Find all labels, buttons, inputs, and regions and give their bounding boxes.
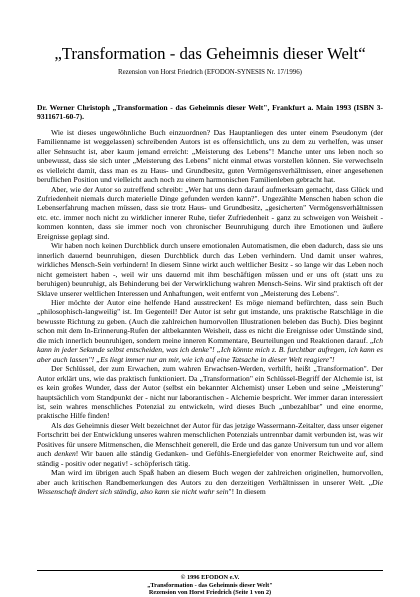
footer-divider	[37, 570, 383, 571]
paragraph-7: Man wird im übrigen auch Spaß haben an diesem Buch wegen der zahlreichen originellen, humorvollen, aber auch kritischen Randbemerkungen des Autors zu den derzeitigen Verhältnissen in unserer Welt. „Die Wissenschaft ändert sich ständig, also kann sie nicht wahr sein"! In diesem	[37, 468, 383, 497]
book-reference: Dr. Werner Christoph „Transformation - das Geheimnis dieser Welt", Frankfurt a. Main 1993 (ISBN 3-9311671-60-7).	[37, 103, 383, 122]
body-text	[37, 128, 383, 497]
paragraph-2: Aber, wie der Autor so zutreffend schreibt: „Wer hat uns denn darauf aufmerksam gemacht, dass Glück und Zufriedenheit niemals durch materielle Dinge gefunden werden kann?". Ungezählte Menschen haben schon die Lebenserfahrung machen müssen, dass sie trotz Haus- und Grundbesitz, „gesicherten" Vermögensverhältnissen etc. etc. immer noch nicht zu wirklicher innerer Ruhe, tiefer Zufriedenheit - ganz zu schweigen von Weisheit - kommen konnten, dass sie immer noch von chronischer Beunruhigung durch ihre Emotionen und äußere Ereignisse geplagt sind.	[37, 184, 383, 241]
paragraph-6: Als das Geheimnis dieser Welt bezeichnet der Autor für das jetzige Wassermann-Zeitalter, dass unser eigener Fortschritt bei der Entwicklung unseres wahren menschlichen Potenzials untrennbar damit verbunden ist, was wir Positives für unsere Mitmenschen, die Menschheit generell, die Erde und das ganze Universum tun und vor allem auch denken! Wir bauen alle ständig Gedanken- und Gefühls-Energiefelder von enormer Reichweite auf, sind ständig - positiv oder negativ! - schöpferisch tätig.	[37, 420, 383, 468]
paragraph-1: Wie ist dieses ungewöhnliche Buch einzuordnen? Das Hauptanliegen des unter einem Pseudonym (der Familienname ist weggelassen) schreibenden Autors ist es offensichtlich, uns zu dem zu verhelfen, was unser aller Sehnsucht ist, aber kaum jemand erreicht: „Meisterung des Lebens"! Manche unter uns leben noch so unbewusst, dass sie sich unter „Meisterung des Lebens" nicht einmal etwas vorstellen können. Sie verwechseln es vielleicht damit, dass man es zu Haus- und Grundbesitz, guten Vermögensverhältnissen, einer angesehenen beruflichen Position und vielleicht auch noch zu einem harmonischen Familienleben gebracht hat.	[37, 127, 383, 185]
paragraph-3: Wir haben noch keinen Durchblick durch unsere emotionalen Automatismen, die eben dadurch, dass sie uns innerlich dauernd beunruhigen, diesen Durchblick durch das Leben verhindern. Und damit unser wahres, wirkliches Mensch-Sein verhindern! In diesem Sinne wirkt auch weltlicher Besitz - so lange wir das Leben noch nicht gemeistert haben -, weil wir uns dauernd mit ihm beschäftigen müssen und er uns oft (statt uns zu beruhigen) beunruhigt, als Behinderung bei der Verwirklichung wahren Mensch-Seins. Wir sind praktisch oft der Sklave unserer weltlichen Interessen und Anhaftungen, weit entfernt von „Meisterung des Lebens".	[37, 241, 383, 298]
page-footer	[37, 570, 383, 597]
review-byline: Rezension von Horst Friedrich (EFODON-SYNESIS Nr. 17/1996)	[118, 69, 302, 76]
footer-copyright: © 1996 EFODON e.V.	[180, 574, 240, 581]
footer-page-info: Rezension von Horst Friedrich (Seite 1 von 2)	[148, 589, 272, 597]
document-title: „Transformation - das Geheimnis dieser Welt“	[54, 44, 366, 63]
paragraph-4: Hier möchte der Autor eine helfende Hand ausstrecken! Es möge niemand befürchten, dass sein Buch „philosophisch-langweilig" ist. Im Gegenteil! Der Autor ist sehr gut imstande, uns praktische Ratschläge in die bewusste Richtung zu geben. (Auch die zahlreichen humorvollen Illustrationen beleben das Buch). Dies beginnt schon mit dem In-Erinnerung-Rufen der altbekannten Weisheit, dass es nicht die Ereignisse oder Umstände sind, die mich innerlich beunruhigen, sondern meine inneren Kommentare, Beurteilungen und Reaktionen darauf. „Ich kann in jeder Sekunde selbst entscheiden, was ich denke"! „Ich könnte mich z. B. furchtbar aufregen, ich kann es aber auch lassen"! „Es liegt immer nur an mir, wie ich auf eine Tatsache in dieser Welt reagiere"!	[37, 297, 383, 364]
footer-title: „Transformation - das Geheimnis dieser Welt"	[147, 581, 273, 589]
paragraph-5: Der Schlüssel, der zum Erwachen, zum wahren Erwachsen-Werden, verhilft, heißt „Transformation". Der Autor erklärt uns, wie das praktisch funktioniert. Da „Transformation" ein Schlüssel-Begriff der Alchemie ist, ist es kein großes Wunder, dass der Autor (selbst ein bekannter Alchemist) unser Leben und seine „Meisterung" hauptsächlich vom Standpunkt der - nicht nur laborantischen - Alchemie bespricht. Wer immer daran interessiert ist, sein wahres menschliches Potenzial zu entwickeln, wird dieses Buch „unbezahlbar" und eine enorme, praktische Hilfe finden!	[37, 364, 383, 421]
